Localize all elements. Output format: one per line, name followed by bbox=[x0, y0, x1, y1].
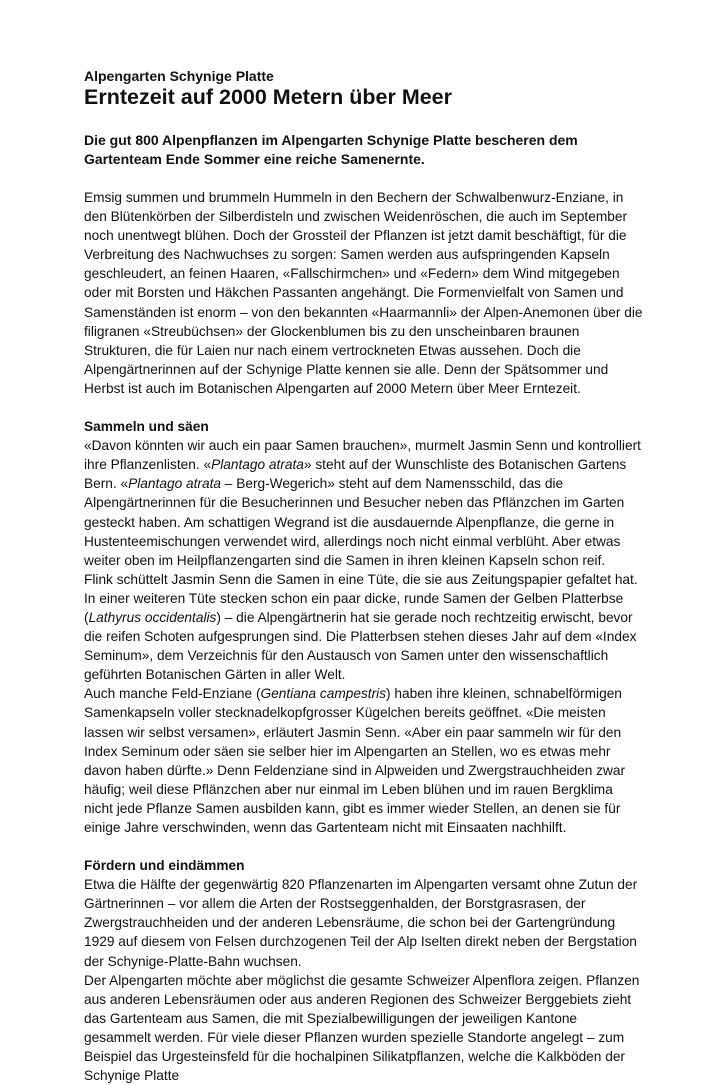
species-name: Plantago atrata bbox=[128, 476, 221, 492]
body-paragraph: Etwa die Hälfte der gegenwärtig 820 Pflanzenarten im Alpengarten versamt ohne Zutun der Gärtnerinnen – vor allem die Arten der Rostseggenhalden, der Borstgrasrasen, der Zwergstrauchheiden und der anderen Lebensräume, die schon bei der Gartengründung 1929 auf diesem von Felsen durchzogenen Teil der Alp Iselten direkt neben der Bergstation der Schynige-Platte-Bahn wuchsen. bbox=[84, 877, 638, 969]
document-page bbox=[84, 68, 644, 1085]
body-paragraph: Flink schüttelt Jasmin Senn die Samen in eine Tüte, die sie aus Zeitungspapier gefaltet hat. In einer weiteren Tüte stecken schon ein paar dicke, runde Samen der Gelben Platterbse (Lathyrus occidentalis) – die Alpengärtnerin hat sie gerade noch rechtzeitig erwischt, bevor die reifen Schoten aufgesprungen sind. Die Platterbsen stehen dieses Jahr auf dem «Index Seminum», dem Verzeichnis für den Austausch von Samen unter den wissenschaftlich geführten Botanischen Gärten in aller Welt. bbox=[84, 571, 638, 683]
page-title: Erntezeit auf 2000 Metern über Meer bbox=[84, 85, 453, 109]
intro-paragraph: Emsig summen und brummeln Hummeln in den Bechern der Schwalbenwurz-Enziane, in den Blütenkörben der Silberdisteln und zwischen Weidenröschen, die auch im September noch unentwegt blühen. Doch der Grossteil der Pflanzen ist jetzt damit beschäftigt, für die Verbreitung des Nachwuchses zu sorgen: Samen werden aus aufspringenden Kapseln geschleudert, an feinen Haaren, «Fallschirmchen» und «Federn» dem Wind mitgegeben oder mit Borsten und Häkchen Passanten angehängt. Die Formenvielfalt von Samen und Samenständen ist enorm – von den bekannten «Haarmannli» der Alpen-Anemonen über die filigranen «Streubüchsen» der Glockenblumen bis zu den unscheinbaren braunen Strukturen, die für Laien nur nach einem vertrockneten Etwas aussehen. Doch die Alpengärtnerinnen auf der Schynige Platte kennen sie alle. Denn der Spätsommer und Herbst ist auch im Botanischen Alpengarten auf 2000 Metern über Meer Erntezeit. bbox=[84, 190, 643, 396]
body-paragraph: Der Alpengarten möchte aber möglichst die gesamte Schweizer Alpenflora zeigen. Pflanzen aus anderen Lebensräumen oder aus anderen Regionen des Schweizer Berggebiets zieht das Gartenteam aus Samen, die mit Spezialbewilligungen der jeweiligen Kantone gesammelt werden. Für viele dieser Pflanzen wurden spezielle Standorte angelegt – zum Beispiel das Urgesteinsfeld für die hochalpinen Silikatpflanzen, welche die Kalkböden der Schynige Platte bbox=[84, 972, 640, 1084]
lead-paragraph: Die gut 800 Alpenpflanzen im Alpengarten Schynige Platte bescheren dem Gartenteam Ende Sommer eine reiche Samenernte. bbox=[84, 132, 578, 167]
section-heading-sammeln: Sammeln und säen bbox=[84, 419, 209, 435]
species-name: Lathyrus occidentalis bbox=[88, 609, 217, 625]
species-name: Plantago atrata bbox=[211, 457, 304, 473]
body-paragraph: «Davon könnten wir auch ein paar Samen brauchen», murmelt Jasmin Senn und kontrolliert ihre Pflanzenlisten. «Plantago atrata» steht auf der Wunschliste des Botanischen Gartens Bern. «Plantago atrata – Berg-Wegerich» steht auf dem Namensschild, das die Alpengärtnerinnen für die Besucherinnen und Besucher neben das Pflänzchen im Garten gesteckt haben. Am schattigen Wegrand ist die ausdauernde Alpenpflanze, die gerne in Hustenteemischungen verwendet wird, allerdings noch nicht einmal verblüht. Aber etwas weiter oben im Heilpflanzengarten sind die Samen in ihren kleinen Kapseln schon reif. bbox=[84, 438, 641, 568]
section-heading-foerdern: Fördern und eindämmen bbox=[84, 858, 245, 874]
kicker: Alpengarten Schynige Platte bbox=[84, 68, 274, 84]
body-paragraph: Auch manche Feld-Enziane (Gentiana campestris) haben ihre kleinen, schnabelförmigen Samenkapseln voller stecknadelkopfgrosser Kügelchen bereits geöffnet. «Die meisten lassen wir selbst versamen», erläutert Jasmin Senn. «Aber ein paar sammeln wir für den Index Seminum oder säen sie selber hier im Alpengarten an Stellen, wo es etwas mehr davon haben dürfte.» Denn Feldenziane sind in Alpweiden und Zwergstrauchheiden zwar häufig; weil diese Pflänzchen aber nur einmal im Leben blühen und im rauen Bergklima nicht jede Pflanze Samen ausbilden kann, gibt es immer wieder Stellen, an denen sie für einige Jahre verschwinden, wenn das Gartenteam nicht mit Einsaaten nachhilft. bbox=[84, 686, 626, 835]
species-name: Gentiana campestris bbox=[260, 686, 387, 702]
